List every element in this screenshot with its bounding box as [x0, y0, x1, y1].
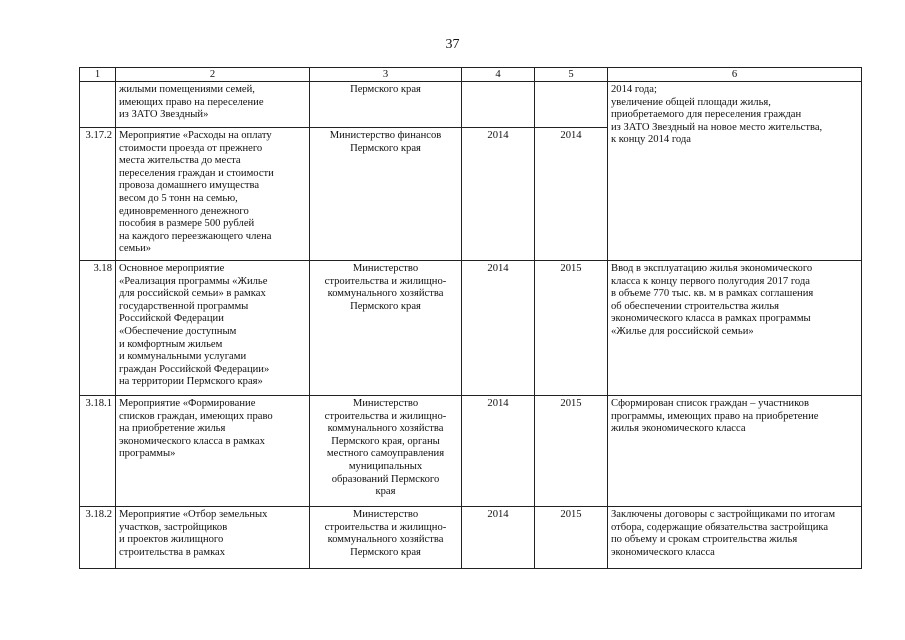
row-number [80, 82, 116, 128]
end-year: 2015 [535, 396, 608, 507]
row-number: 3.17.2 [80, 128, 116, 261]
program-table [79, 67, 862, 569]
table-row [80, 261, 862, 396]
table-row [80, 507, 862, 569]
measure-description: Мероприятие «Отбор земельных участков, застройщиков и проектов жилищного строительства в рамках [116, 507, 310, 569]
expected-result: Сформирован список граждан – участников программы, имеющих право на приобретение жилья экономического класса [608, 396, 862, 507]
start-year: 2014 [462, 261, 535, 396]
end-year [535, 82, 608, 128]
header-col-5: 5 [535, 68, 608, 82]
measure-description: жилыми помещениями семей, имеющих право на переселение из ЗАТО Звездный» [116, 82, 310, 128]
header-row [80, 68, 862, 82]
start-year: 2014 [462, 128, 535, 261]
row-number: 3.18.1 [80, 396, 116, 507]
end-year: 2015 [535, 261, 608, 396]
header-col-6: 6 [608, 68, 862, 82]
row-number: 3.18.2 [80, 507, 116, 569]
header-col-1: 1 [80, 68, 116, 82]
expected-result: Заключены договоры с застройщиками по итогам отбора, содержащие обязательства застройщика по объему и срокам строительства жилья экономического класса [608, 507, 862, 569]
end-year: 2015 [535, 507, 608, 569]
executor: Министерство строительства и жилищно- коммунального хозяйства Пермского края [310, 261, 462, 396]
start-year [462, 82, 535, 128]
executor: Министерство строительства и жилищно- коммунального хозяйства Пермского края [310, 507, 462, 569]
measure-description: Мероприятие «Расходы на оплату стоимости проезда от прежнего места жительства до места переселения граждан и стоимости провоза домашнего имущества весом до 5 тонн на семью, единовременного денежного пособия в размере 500 рублей на каждого переезжающего члена семьи» [116, 128, 310, 261]
expected-result: Ввод в эксплуатацию жилья экономического класса к концу первого полугодия 2017 года в объеме 770 тыс. кв. м в рамках соглашения об обеспечении строительства жилья экономического класса в рамках программы «Жилье для российской семьи» [608, 261, 862, 396]
table-row [80, 82, 862, 128]
header-col-3: 3 [310, 68, 462, 82]
executor: Министерство финансов Пермского края [310, 128, 462, 261]
measure-description: Основное мероприятие «Реализация программы «Жилье для российской семьи» в рамках государственной программы Российской Федерации «Обеспечение доступным и комфортным жильем и коммунальными услугами граждан Российской Федерации» на территории Пермского края» [116, 261, 310, 396]
start-year: 2014 [462, 396, 535, 507]
end-year: 2014 [535, 128, 608, 261]
header-col-2: 2 [116, 68, 310, 82]
header-col-4: 4 [462, 68, 535, 82]
executor: Пермского края [310, 82, 462, 128]
measure-description: Мероприятие «Формирование списков граждан, имеющих право на приобретение жилья экономического класса в рамках программы» [116, 396, 310, 507]
row-number: 3.18 [80, 261, 116, 396]
expected-result: 2014 года; увеличение общей площади жилья, приобретаемого для переселения граждан из ЗАТО Звездный на новое место жительства, к концу 2014 года [608, 82, 862, 261]
page-number: 37 [445, 37, 460, 52]
executor: Министерство строительства и жилищно- коммунального хозяйства Пермского края, органы местного самоуправления муниципальных образований Пермского края [310, 396, 462, 507]
start-year: 2014 [462, 507, 535, 569]
table-row [80, 396, 862, 507]
